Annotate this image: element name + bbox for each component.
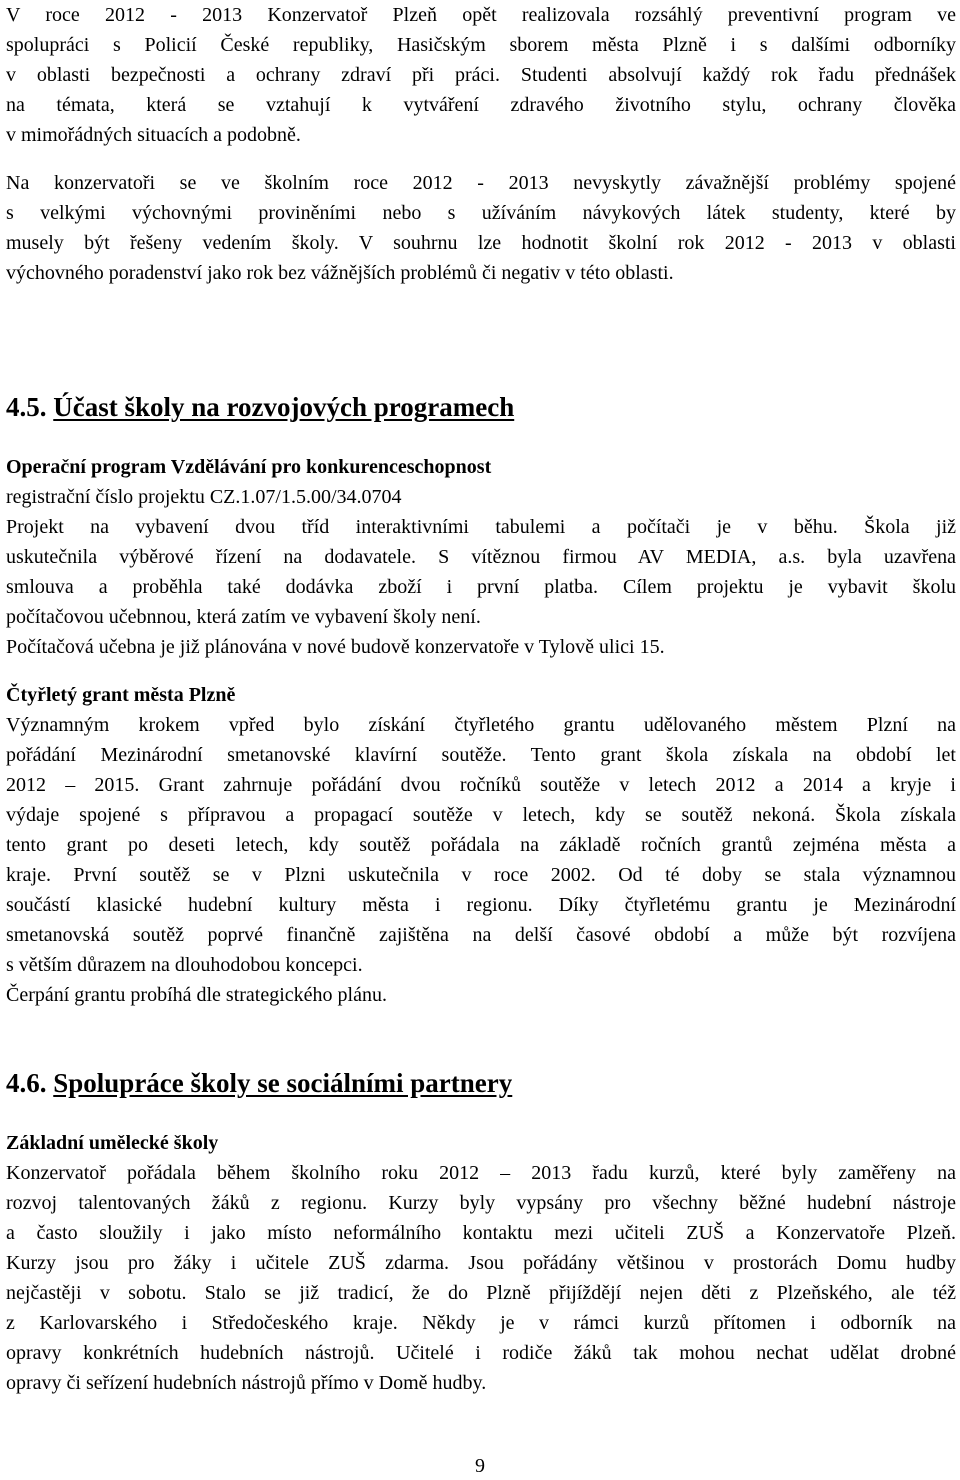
intro-paragraph-2: [6, 168, 956, 288]
text-line: nejčastěji v sobotu. Stalo se již tradicí, že do Plzně přijíždějí nejen děti z Plzeňského, ale též: [6, 1282, 956, 1304]
text-line: s velkými výchovnými proviněními nebo s užíváním návykových látek studenty, které by: [6, 202, 956, 224]
text-line: Čerpání grantu probíhá dle strategického plánu.: [6, 984, 387, 1006]
zus-block: [6, 1128, 956, 1398]
text-line: opravy konkrétních hudebních nástrojů. Učitelé i rodiče žáků tak mohou nechat udělat drobné: [6, 1342, 956, 1364]
subsection-heading: Čtyřletý grant města Plzně: [6, 684, 236, 706]
subsection-heading: Základní umělecké školy: [6, 1132, 219, 1154]
text-line: smetanovská soutěž poprvé finančně zajištěna na delší časové období a může být rozvíjena: [6, 924, 956, 946]
text-line: výdaje spojené s přípravou a propagací soutěže v letech, kdy se soutěž nekoná. Škola získala: [6, 804, 956, 826]
text-line: pořádání Mezinárodní smetanovské klavírní soutěže. Tento grant škola získala na období let: [6, 744, 956, 766]
text-line: opravy či seřízení hudebních nástrojů přímo v Domě hudby.: [6, 1372, 487, 1394]
section-number: 4.6.: [6, 1068, 47, 1098]
op-programme-block: [6, 452, 956, 662]
text-line: a často sloužily i jako místo neformálního kontaktu mezi učiteli ZUŠ a Konzervatoře Plzeň.: [6, 1222, 956, 1244]
text-line: musely být řešeny vedením školy. V souhrnu lze hodnotit školní rok 2012 - 2013 v oblasti: [6, 232, 956, 254]
text-line: smlouva a proběhla také dodávka zboží i první platba. Cílem projektu je vybavit školu: [6, 576, 956, 598]
text-line: V roce 2012 - 2013 Konzervatoř Plzeň opět realizovala rozsáhlý preventivní program ve: [6, 4, 956, 26]
intro-paragraph-1: [6, 0, 956, 150]
text-line: v mimořádných situacích a podobně.: [6, 124, 301, 146]
text-line: Významným krokem vpřed bylo získání čtyřletého grantu udělovaného městem Plzní na: [6, 714, 956, 736]
text-line: kraje. První soutěž se v Plzni uskutečnila v roce 2002. Od té doby se stala významnou: [6, 864, 956, 886]
text-line: Kurzy jsou pro žáky i učitele ZUŠ zdarma. Jsou pořádány většinou v prostorách Domu hudby: [6, 1252, 956, 1274]
page-number: 9: [475, 1455, 485, 1477]
text-line: 2012 – 2015. Grant zahrnuje pořádání dvou ročníků soutěže v letech 2012 a 2014 a kryje i: [6, 774, 956, 796]
text-line: uskutečnila výběrové řízení na dodavatele. S vítěznou firmou AV MEDIA, a.s. byla uzavřena: [6, 546, 956, 568]
text-line: počítačovou učebnnou, která zatím ve vybavení školy není.: [6, 606, 481, 628]
text-line: s větším důrazem na dlouhodobou koncepci.: [6, 954, 363, 976]
text-line: Konzervatoř pořádala během školního roku 2012 – 2013 řadu kurzů, které byly zaměřeny na: [6, 1162, 956, 1184]
text-line: Počítačová učebna je již plánována v nové budově konzervatoře v Tylově ulici 15.: [6, 636, 665, 658]
text-line: z Karlovarského i Středočeského kraje. Někdy je v rámci kurzů přítomen i odborník na: [6, 1312, 956, 1334]
text-line: Na konzervatoři se ve školním roce 2012 - 2013 nevyskytly závažnější problémy spojené: [6, 172, 956, 194]
section-heading-4-6: [6, 1066, 956, 1100]
section-title: Spolupráce školy se sociálními partnery: [53, 1068, 513, 1098]
text-line: výchovného poradenství jako rok bez vážnějších problémů či negativ v této oblasti.: [6, 262, 674, 284]
text-line: rozvoj talentovaných žáků z regionu. Kurzy byly vypsány pro všechny běžné hudební nástroje: [6, 1192, 956, 1214]
subsection-heading: Operační program Vzdělávání pro konkurenceschopnost: [6, 456, 492, 478]
text-line: spolupráci s Policií České republiky, Hasičským sborem města Plzně i s dalšími odborníky: [6, 34, 956, 56]
text-line: Projekt na vybavení dvou tříd interaktivními tabulemi a počítači je v běhu. Škola již: [6, 516, 956, 538]
city-grant-block: [6, 680, 956, 1010]
section-title: Účast školy na rozvojových programech: [53, 392, 515, 422]
text-line: součástí klasické hudební kultury města i regionu. Díky čtyřletému grantu je Mezinárodní: [6, 894, 956, 916]
text-line: registrační číslo projektu CZ.1.07/1.5.00/34.0704: [6, 486, 402, 508]
section-number: 4.5.: [6, 392, 47, 422]
text-line: na témata, která se vztahují k vytváření zdravého životního stylu, ochrany člověka: [6, 94, 956, 116]
text-line: v oblasti bezpečnosti a ochrany zdraví při práci. Studenti absolvují každý rok řadu přednášek: [6, 64, 956, 86]
text-line: tento grant po deseti letech, kdy soutěž pořádala na základě ročních grantů zejména města a: [6, 834, 956, 856]
section-heading-4-5: [6, 390, 956, 424]
